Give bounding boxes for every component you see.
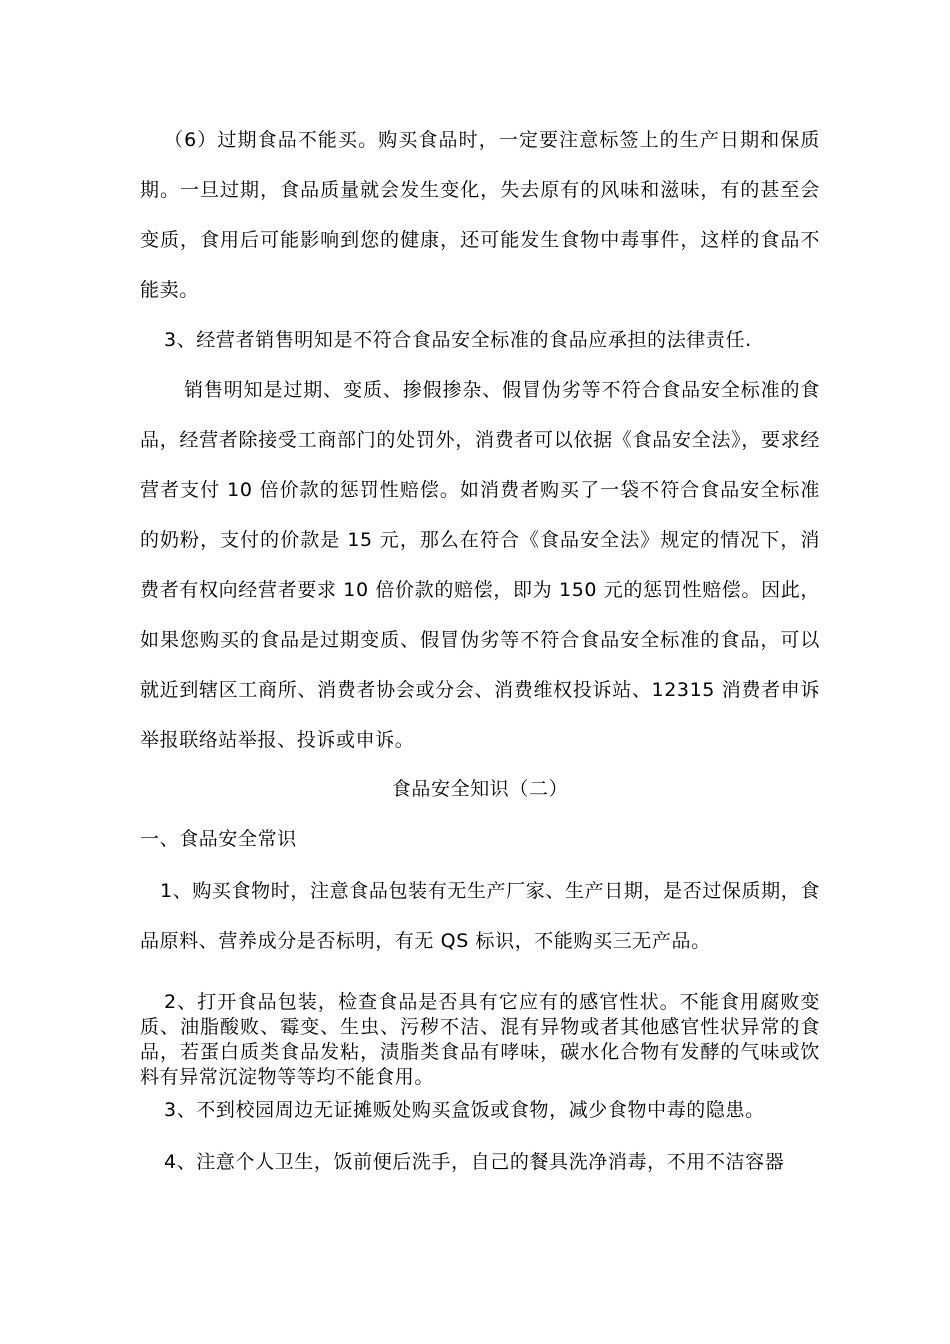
paragraph-expired-food: （6）过期食品不能买。购买食品时，一定要注意标签上的生产日期和保质期。一旦过期，食品质量就会发生变化，失去原有的风味和滋味，有的甚至会变质，食用后可能影响到您的健康，还可能发生食物中毒事件，这样的食品不能卖。 [140,129,820,301]
list-item-checking-package: 2、打开食品包装，检查食品是否具有它应有的感官性状。不能食用腐败变质、油脂酸败、霉变、生虫、污秽不洁、混有异物或者其他感官性状异常的食品，若蛋白质类食品发粘，渍脂类食品有哮味，碳水化合物有发酵的气味或饮料有异常沉淀物等等均不能食用。 [140,991,820,1088]
paragraph-legal-liability-heading: 3、经营者销售明知是不符合食品安全标准的食品应承担的法律责任. [164,329,752,351]
list-item-personal-hygiene: 4、注意个人卫生，饭前便后洗手，自己的餐具洗净消毒，不用不洁容器 [164,1151,785,1173]
list-item-buying-food: 1、购买食物时，注意食品包装有无生产厂家、生产日期，是否过保质期，食品原料、营养成分是否标明，有无 QS 标识，不能购买三无产品。 [140,880,820,952]
paragraph-punitive-compensation: 销售明知是过期、变质、掺假掺杂、假冒伪劣等不符合食品安全标准的食品，经营者除接受工商部门的处罚外，消费者可以依据《食品安全法》，要求经营者支付 10 倍价款的惩罚性赔偿。如消费者购买了一袋不符合食品安全标准的奶粉，支付的价款是 15 元，那么在符合《食品安全法》规定的情况下，消费者有权向经营者要求 10 倍价款的赔偿，即为 150 元的惩罚性赔偿。因此，如果您购买的食品是过期变质、假冒伪劣等不符合食品安全标准的食品，可以就近到辖区工商所、消费者协会或分会、消费维权投诉站、12315 消费者申诉举报联络站举报、投诉或申诉。 [140,379,820,751]
list-item-street-vendors: 3、不到校园周边无证摊贩处购买盒饭或食物，减少食物中毒的隐患。 [164,1099,765,1121]
section-heading-food-safety-basics: 一、食品安全常识 [140,828,297,850]
section-title: 食品安全知识（二） [391,778,569,800]
